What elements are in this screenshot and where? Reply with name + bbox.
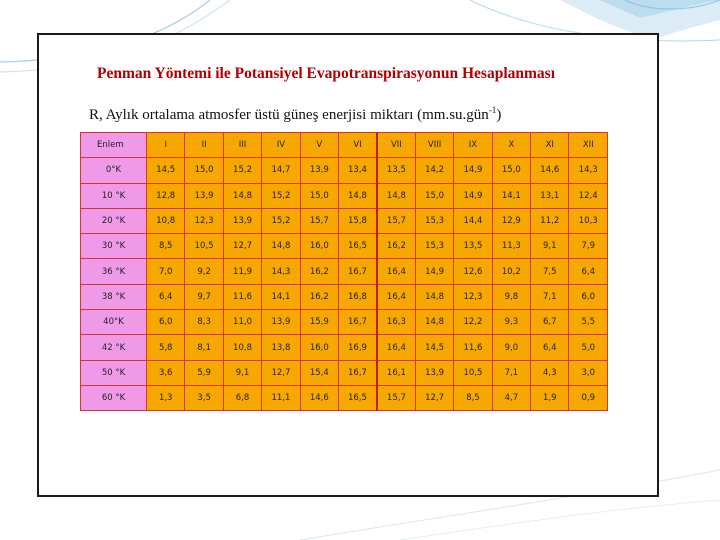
latitude-cell: 40°K <box>81 310 147 335</box>
value-cell: 12,4 <box>569 183 608 208</box>
value-cell: 12,7 <box>262 360 300 385</box>
value-cell: 6,4 <box>569 259 608 284</box>
value-cell: 11,3 <box>492 234 530 259</box>
value-cell: 14,3 <box>262 259 300 284</box>
value-cell: 8,5 <box>147 234 185 259</box>
latitude-cell: 30 °K <box>81 234 147 259</box>
value-cell: 14,8 <box>377 183 415 208</box>
value-cell: 9,8 <box>492 284 530 309</box>
table-row <box>81 385 608 410</box>
value-cell: 9,0 <box>492 335 530 360</box>
value-cell: 10,8 <box>223 335 261 360</box>
value-cell: 4,3 <box>531 360 569 385</box>
value-cell: 15,0 <box>415 183 453 208</box>
value-cell: 11,1 <box>262 385 300 410</box>
value-cell: 10,2 <box>492 259 530 284</box>
value-cell: 12,9 <box>492 208 530 233</box>
value-cell: 16,3 <box>377 310 415 335</box>
value-cell: 16,5 <box>339 234 377 259</box>
value-cell: 13,8 <box>262 335 300 360</box>
value-cell: 12,7 <box>223 234 261 259</box>
value-cell: 3,5 <box>185 385 223 410</box>
value-cell: 15,2 <box>262 183 300 208</box>
month-header: VII <box>377 133 415 158</box>
month-header: VI <box>339 133 377 158</box>
value-cell: 16,2 <box>300 284 338 309</box>
value-cell: 9,1 <box>531 234 569 259</box>
value-cell: 11,0 <box>223 310 261 335</box>
value-cell: 14,9 <box>454 158 492 183</box>
value-cell: 9,3 <box>492 310 530 335</box>
caption-close: ) <box>496 107 502 123</box>
page-title: Penman Yöntemi ile Potansiyel Evapotranspirasyonun Hesaplanması <box>97 65 556 82</box>
month-header: VIII <box>415 133 453 158</box>
table-row <box>81 335 608 360</box>
value-cell: 1,3 <box>147 385 185 410</box>
value-cell: 5,8 <box>147 335 185 360</box>
value-cell: 16,9 <box>339 335 377 360</box>
value-cell: 13,5 <box>454 234 492 259</box>
value-cell: 5,5 <box>569 310 608 335</box>
month-header: XII <box>569 133 608 158</box>
value-cell: 15,4 <box>300 360 338 385</box>
value-cell: 15,2 <box>223 158 261 183</box>
value-cell: 7,5 <box>531 259 569 284</box>
value-cell: 12,6 <box>454 259 492 284</box>
value-cell: 12,3 <box>454 284 492 309</box>
value-cell: 1,9 <box>531 385 569 410</box>
value-cell: 15,7 <box>377 208 415 233</box>
latitude-header: Enlem <box>81 133 147 158</box>
table-row <box>81 259 608 284</box>
value-cell: 14,1 <box>492 183 530 208</box>
value-cell: 9,7 <box>185 284 223 309</box>
value-cell: 15,0 <box>185 158 223 183</box>
value-cell: 15,9 <box>300 310 338 335</box>
value-cell: 6,4 <box>147 284 185 309</box>
value-cell: 16,2 <box>377 234 415 259</box>
latitude-cell: 36 °K <box>81 259 147 284</box>
value-cell: 7,9 <box>569 234 608 259</box>
value-cell: 10,3 <box>569 208 608 233</box>
value-cell: 13,9 <box>262 310 300 335</box>
value-cell: 14,7 <box>262 158 300 183</box>
value-cell: 16,2 <box>300 259 338 284</box>
value-cell: 0,9 <box>569 385 608 410</box>
value-cell: 13,1 <box>531 183 569 208</box>
value-cell: 13,9 <box>185 183 223 208</box>
value-cell: 13,9 <box>300 158 338 183</box>
value-cell: 11,6 <box>223 284 261 309</box>
latitude-cell: 42 °K <box>81 335 147 360</box>
month-header: I <box>147 133 185 158</box>
value-cell: 15,0 <box>492 158 530 183</box>
table-caption <box>89 105 501 124</box>
value-cell: 15,3 <box>415 208 453 233</box>
value-cell: 16,4 <box>377 259 415 284</box>
latitude-cell: 38 °K <box>81 284 147 309</box>
table-row <box>81 183 608 208</box>
month-header: X <box>492 133 530 158</box>
value-cell: 6,8 <box>223 385 261 410</box>
value-cell: 16,7 <box>339 360 377 385</box>
value-cell: 14,8 <box>415 310 453 335</box>
value-cell: 9,2 <box>185 259 223 284</box>
month-header: IV <box>262 133 300 158</box>
value-cell: 7,1 <box>492 360 530 385</box>
value-cell: 4,7 <box>492 385 530 410</box>
value-cell: 14,8 <box>339 183 377 208</box>
value-cell: 15,3 <box>415 234 453 259</box>
table-body <box>81 158 608 411</box>
latitude-cell: 20 °K <box>81 208 147 233</box>
value-cell: 8,5 <box>454 385 492 410</box>
value-cell: 14,5 <box>147 158 185 183</box>
value-cell: 12,3 <box>185 208 223 233</box>
month-header: XI <box>531 133 569 158</box>
value-cell: 14,6 <box>531 158 569 183</box>
value-cell: 14,9 <box>415 259 453 284</box>
value-cell: 16,7 <box>339 310 377 335</box>
month-header: V <box>300 133 338 158</box>
value-cell: 7,0 <box>147 259 185 284</box>
value-cell: 10,5 <box>185 234 223 259</box>
value-cell: 16,8 <box>339 284 377 309</box>
value-cell: 11,2 <box>531 208 569 233</box>
value-cell: 14,4 <box>454 208 492 233</box>
table-row <box>81 158 608 183</box>
table-row <box>81 284 608 309</box>
value-cell: 15,0 <box>300 183 338 208</box>
value-cell: 14,8 <box>223 183 261 208</box>
value-cell: 14,5 <box>415 335 453 360</box>
value-cell: 13,4 <box>339 158 377 183</box>
value-cell: 16,0 <box>300 335 338 360</box>
value-cell: 13,9 <box>223 208 261 233</box>
value-cell: 14,2 <box>415 158 453 183</box>
table-row <box>81 360 608 385</box>
month-header: IX <box>454 133 492 158</box>
value-cell: 10,8 <box>147 208 185 233</box>
slide-frame <box>37 33 659 497</box>
value-cell: 12,7 <box>415 385 453 410</box>
value-cell: 16,4 <box>377 335 415 360</box>
value-cell: 15,7 <box>300 208 338 233</box>
latitude-cell: 10 °K <box>81 183 147 208</box>
value-cell: 5,9 <box>185 360 223 385</box>
value-cell: 3,6 <box>147 360 185 385</box>
value-cell: 13,9 <box>415 360 453 385</box>
month-header: III <box>223 133 261 158</box>
latitude-cell: 60 °K <box>81 385 147 410</box>
table-row <box>81 310 608 335</box>
value-cell: 15,8 <box>339 208 377 233</box>
value-cell: 16,7 <box>339 259 377 284</box>
table-row <box>81 208 608 233</box>
value-cell: 14,8 <box>415 284 453 309</box>
value-cell: 11,6 <box>454 335 492 360</box>
caption-text: R, Aylık ortalama atmosfer üstü güneş enerjisi miktarı (mm.su.gün <box>89 107 489 123</box>
value-cell: 3,0 <box>569 360 608 385</box>
value-cell: 11,9 <box>223 259 261 284</box>
value-cell: 13,5 <box>377 158 415 183</box>
value-cell: 16,5 <box>339 385 377 410</box>
value-cell: 10,5 <box>454 360 492 385</box>
value-cell: 6,7 <box>531 310 569 335</box>
value-cell: 7,1 <box>531 284 569 309</box>
value-cell: 14,6 <box>300 385 338 410</box>
value-cell: 14,1 <box>262 284 300 309</box>
value-cell: 16,4 <box>377 284 415 309</box>
latitude-cell: 0°K <box>81 158 147 183</box>
value-cell: 16,1 <box>377 360 415 385</box>
caption-unit-exponent: -1 <box>488 105 497 115</box>
value-cell: 6,0 <box>147 310 185 335</box>
value-cell: 15,2 <box>262 208 300 233</box>
header-row <box>81 133 608 158</box>
value-cell: 8,3 <box>185 310 223 335</box>
table-row <box>81 234 608 259</box>
value-cell: 6,4 <box>531 335 569 360</box>
value-cell: 14,9 <box>454 183 492 208</box>
value-cell: 12,2 <box>454 310 492 335</box>
value-cell: 6,0 <box>569 284 608 309</box>
value-cell: 8,1 <box>185 335 223 360</box>
value-cell: 9,1 <box>223 360 261 385</box>
value-cell: 5,0 <box>569 335 608 360</box>
value-cell: 12,8 <box>147 183 185 208</box>
radiation-table <box>80 132 608 411</box>
value-cell: 14,8 <box>262 234 300 259</box>
month-header: II <box>185 133 223 158</box>
value-cell: 15,7 <box>377 385 415 410</box>
value-cell: 16,0 <box>300 234 338 259</box>
value-cell: 14,3 <box>569 158 608 183</box>
latitude-cell: 50 °K <box>81 360 147 385</box>
